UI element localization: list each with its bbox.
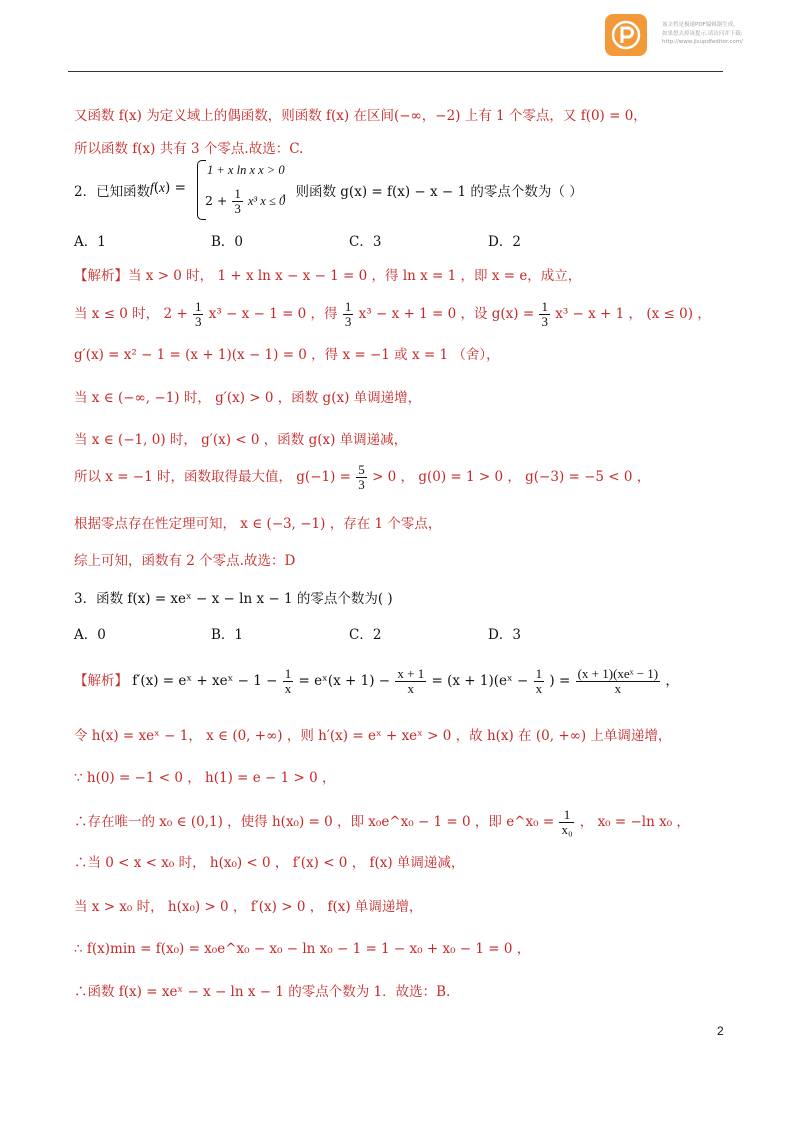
analysis-line: ∴ f(x)min = f(x₀) = x₀e^x₀ − x₀ − ln x₀ − 1 = 1 − x₀ + x₀ − 1 = 0 ， <box>74 941 531 957</box>
segment: 所以 x = −1 时，函数取得最大值， g(−1) = <box>74 469 351 485</box>
note-link[interactable]: http://www.jisupdfeditor.com/ <box>662 39 743 45</box>
analysis-line: 令 h(x) = xeˣ − 1， x ∈ (0, +∞) ，则 h′(x) = eˣ + xeˣ > 0 ，故 h(x) 在 (0, +∞) 上单调递增， <box>74 728 672 744</box>
option-b[interactable]: B．0 <box>211 234 244 250</box>
question-3: 3．函数 f(x) = xeˣ − x − ln x − 1 的零点个数为( ) <box>74 591 393 607</box>
analysis-line: 当 x > x₀ 时， h(x₀) > 0 ， f′(x) > 0 ， f(x) 单调递增， <box>74 899 423 915</box>
q2-case-1: 1 + x ln x x > 0 <box>207 163 285 177</box>
option-a[interactable]: A．1 <box>74 234 106 250</box>
option-c[interactable]: C．2 <box>349 627 382 643</box>
fraction <box>232 187 243 216</box>
fraction <box>539 300 550 329</box>
segment: f′(x) = eˣ + xeˣ − 1 − <box>132 673 278 689</box>
analysis-line: 【解析】当 x > 0 时， 1 + x ln x − x − 1 = 0 ，得 ln x = 1 ，即 x = e，成立， <box>74 268 582 284</box>
numerator: 1 <box>344 299 352 314</box>
numerator: 1 <box>194 299 202 314</box>
fraction <box>283 667 294 696</box>
denominator: x₀ <box>561 822 573 837</box>
numerator: x + 1 <box>397 666 425 681</box>
p-letter-icon <box>611 20 641 50</box>
q2-fx: f(x) = <box>150 180 186 196</box>
analysis-line: 根据零点存在性定理可知， x ∈ (−3, −1) ，存在 1 个零点， <box>74 516 442 532</box>
fraction <box>356 463 367 492</box>
analysis-line <box>74 463 650 492</box>
note-line: 如果想去掉该提示,请访问并下载: <box>662 30 743 37</box>
analysis-line: 当 x ∈ (−∞, −1) 时， g′(x) > 0 ，函数 g(x) 单调递增， <box>74 390 422 406</box>
fraction <box>576 667 661 696</box>
numerator: 5 <box>358 462 365 477</box>
watermark-note <box>662 21 790 47</box>
segment: 【解析】 <box>74 673 128 689</box>
option-d[interactable]: D．3 <box>488 627 521 643</box>
segment: ， <box>665 673 679 689</box>
option-d[interactable]: D．2 <box>488 234 521 250</box>
question-2-prefix: 2．已知函数 <box>74 184 151 200</box>
segment: x³ − x − 1 = 0 ，得 <box>208 306 338 322</box>
denominator: 3 <box>358 477 365 492</box>
header-rule <box>68 71 723 72</box>
segment: = eˣ(x + 1) − <box>298 673 391 689</box>
analysis-line: 综上可知，函数有 2 个零点.故选：D <box>74 553 296 569</box>
numerator: 1 <box>535 666 543 681</box>
logo-icon <box>605 14 647 56</box>
fraction <box>343 300 354 329</box>
fraction <box>534 667 545 696</box>
option-a[interactable]: A．0 <box>74 627 106 643</box>
segment: 当 x ≤ 0 时， 2 + <box>74 306 188 322</box>
segment: ) = <box>549 673 571 689</box>
denominator: x <box>407 681 415 696</box>
option-c[interactable]: C．3 <box>349 234 382 250</box>
question-2-suffix: ，则函数 g(x) = f(x) − x − 1 的零点个数为（ ） <box>282 184 583 200</box>
denominator: 3 <box>194 314 202 329</box>
analysis-line: ∵ h(0) = −1 < 0 ， h(1) = e − 1 > 0 ， <box>74 770 336 786</box>
numerator: 1 <box>234 186 241 201</box>
segment: ， x₀ = −ln x₀ ， <box>579 814 690 830</box>
fraction <box>395 667 426 696</box>
denominator: 3 <box>234 201 241 216</box>
fraction <box>559 808 574 837</box>
segment: x³ − x + 1 ， (x ≤ 0) ， <box>555 306 711 322</box>
analysis-line: 当 x ∈ (−1, 0) 时， g′(x) < 0 ，函数 g(x) 单调递减， <box>74 432 408 448</box>
fraction <box>193 300 204 329</box>
analysis-line <box>74 300 711 329</box>
denominator: 3 <box>344 314 352 329</box>
analysis-line: g′(x) = x² − 1 = (x + 1)(x − 1) = 0 ，得 x = −1 或 x = 1 （舍）， <box>74 347 500 363</box>
numerator: 1 <box>284 666 292 681</box>
segment: > 0 ， g(0) = 1 > 0 ， g(−3) = −5 < 0 ， <box>372 469 651 485</box>
text-line: 所以函数 f(x) 共有 3 个零点.故选：C. <box>74 141 304 157</box>
numerator: 1 <box>541 299 548 314</box>
option-b[interactable]: B．1 <box>211 627 244 643</box>
page-number: 2 <box>717 1024 724 1038</box>
denominator: x <box>535 681 543 696</box>
analysis-line <box>74 667 679 696</box>
numerator: (x + 1)(xeˣ − 1) <box>577 666 659 681</box>
note-line: 该文档是极速PDF编辑器生成, <box>662 22 735 28</box>
text-line: 又函数 f(x) 为定义域上的偶函数，则函数 f(x) 在区间(−∞，−2) 上有 1 个零点，又 f(0) = 0， <box>74 108 647 124</box>
numerator: 1 <box>559 808 574 823</box>
analysis-line: ∴当 0 < x < x₀ 时， h(x₀) < 0 ， f′(x) < 0 ， f(x) 单调递减， <box>74 855 465 871</box>
denominator: x <box>284 681 292 696</box>
segment: x³ − x + 1 = 0 ，设 g(x) = <box>358 306 535 322</box>
segment: ∴存在唯一的 x₀ ∈ (0,1) ，使得 h(x₀) = 0 ，即 x₀e^x₀ − 1 = 0 ，即 e^x₀ = <box>74 814 555 830</box>
segment: = (x + 1)(eˣ − <box>431 673 529 689</box>
analysis-line <box>74 808 690 837</box>
denominator: x <box>614 681 622 696</box>
denominator: 3 <box>541 314 548 329</box>
analysis-line: ∴函数 f(x) = xeˣ − x − ln x − 1 的零点个数为 1．故选：B. <box>74 984 451 1000</box>
q2-case-2 <box>205 187 285 216</box>
case2-a: 2 + <box>205 193 228 208</box>
case2-b: x³ x ≤ 0 <box>247 194 286 208</box>
